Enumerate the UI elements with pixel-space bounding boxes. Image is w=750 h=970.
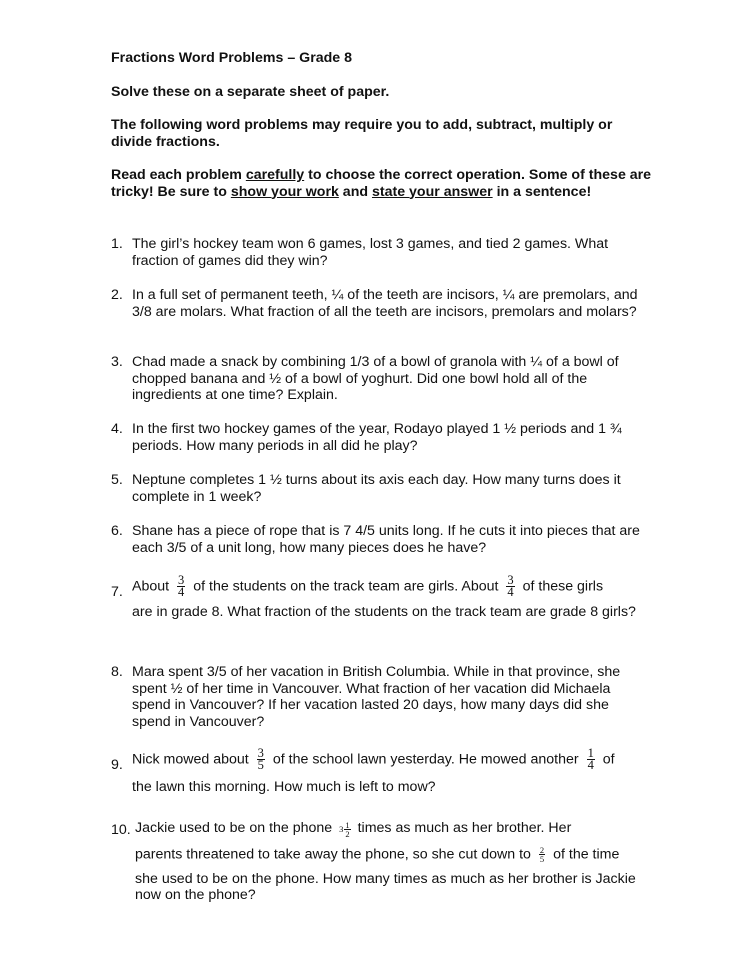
question-number: 1. [111,236,123,252]
question-text: In a full set of permanent teeth, ¼ of the teeth are incisors, ¼ are premolars, and 3/8 are molars. What fraction of all the teeth are incisors, premolars and molars? [132,287,638,320]
fraction-three-quarters [506,575,514,598]
question-number: 5. [111,472,123,488]
numerator: 2 [539,844,545,855]
question-text: The girl’s hockey team won 6 games, lost 3 games, and tied 2 games. What fraction of games did they win? [132,236,609,269]
q7-text-a: About [132,578,170,595]
question-9 [111,748,646,796]
instruction-solve: Solve these on a separate sheet of paper. [111,83,390,100]
q7-text-c: of these girls [522,578,604,595]
question-number: 2. [111,287,123,303]
read-text-4: in a sentence! [492,183,592,200]
read-emphasis-state-answer: state your answer [371,183,493,200]
q9-text-b: of the school lawn yesterday. He mowed another [272,751,579,768]
fraction-one-half [344,821,350,838]
question-7 [111,575,646,621]
worksheet-header [111,50,656,217]
denominator: 2 [345,828,350,839]
numerator: 3 [257,746,264,760]
question-text: Mara spent 3/5 of her vacation in British Columbia. While in that province, she spent ½ of her time in Vancouver. What fraction of her vacation did Michaela spend in Vancouver? If her vacation lasted 20 days, how many days did she spend in Vancouver? [132,664,621,730]
question-text: Shane has a piece of rope that is 7 4/5 units long. If he cuts it into pieces that are each 3/5 of a unit long, how many pieces does he have? [132,523,640,556]
question-number: 10. [111,822,131,838]
question-text: In the first two hockey games of the year, Rodayo played 1 ½ periods and 1 ¾ periods. How many periods in all did he play? [132,421,622,454]
question-text: Neptune completes 1 ½ turns about its axis each day. How many turns does it complete in 1 week? [132,472,621,505]
fraction-two-fifths [539,846,545,863]
q10-text-d: of the time [553,846,620,862]
read-text-3: and [338,183,372,200]
question-text: Chad made a snack by combining 1/3 of a bowl of granola with ¼ of a bowl of chopped banana and ½ of a bowl of yoghurt. Did one bowl hold all of the ingredients at one time? Explain. [132,354,619,403]
denominator: 4 [507,585,514,599]
question-text [135,820,646,904]
numerator: 1 [345,819,350,830]
question-5 [111,472,646,505]
q10-text-e: she used to be on the phone. How many times as much as her brother is Jackie now on the phone? [135,870,636,904]
read-text-2: to choose the correct operation. Some of these are tricky! Be sure to [111,167,652,200]
q10-text-c: parents threatened to take away the phone, so she cut down to [135,846,531,862]
q7-text-d: are in grade 8. What fraction of the students on the track team are grade 8 girls? [132,604,636,620]
denominator: 5 [539,853,545,864]
question-number: 6. [111,523,123,539]
question-number: 9. [111,757,123,773]
fraction-three-quarters [177,575,185,598]
mixed-number-three-and-a-half [339,821,351,838]
denominator: 4 [178,585,185,599]
read-emphasis-carefully: carefully [245,167,305,183]
page-title: Fractions Word Problems – Grade 8 [111,50,352,66]
q10-line-2 [135,846,646,863]
q10-text-b: times as much as her brother. Her [357,820,572,836]
numerator: 1 [587,746,594,760]
question-number: 7. [111,584,123,600]
denominator: 4 [587,758,594,772]
question-text [132,748,646,796]
q9-text-c: of [602,751,615,768]
question-number: 3. [111,354,123,370]
q10-text-a: Jackie used to be on the phone [135,820,333,836]
question-10 [111,820,646,904]
question-number: 4. [111,421,123,437]
read-text-1: Read each problem [111,167,246,183]
read-emphasis-show-work: show your work [230,183,339,200]
fraction-one-quarter [587,748,595,771]
q9-text-a: Nick mowed about [132,751,249,768]
question-1 [111,236,646,269]
question-text [132,575,646,621]
question-8 [111,664,646,730]
instruction-intro: The following word problems may require you to add, subtract, multiply or divide fractions. [111,117,613,150]
question-3 [111,354,646,404]
instruction-read [111,167,656,200]
numerator: 3 [507,573,514,587]
question-number: 8. [111,664,123,680]
q7-text-b: of the students on the track team are girls. About [193,578,499,595]
denominator: 5 [257,758,264,772]
fraction-three-fifths [257,748,265,771]
whole-number: 3 [339,824,344,834]
numerator: 3 [178,573,185,587]
question-4 [111,421,646,454]
q9-text-d: the lawn this morning. How much is left to mow? [132,779,436,795]
question-6 [111,523,646,556]
question-2 [111,287,646,320]
